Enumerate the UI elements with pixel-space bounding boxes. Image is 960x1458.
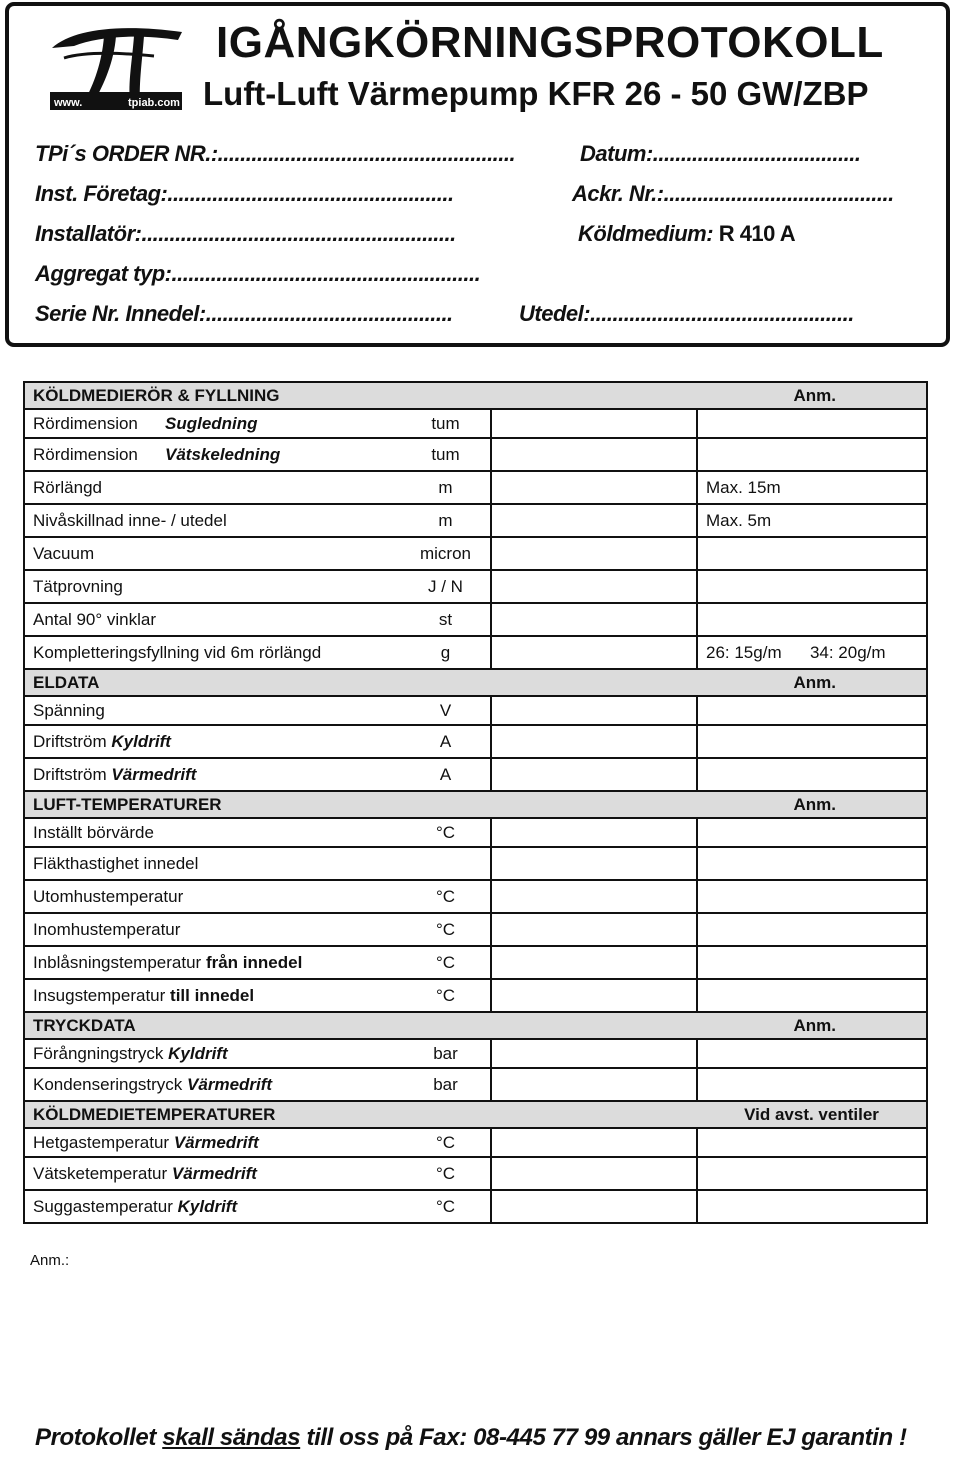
- row-label: Inblåsningstemperatur: [33, 952, 202, 972]
- value-cell[interactable]: [491, 1128, 697, 1157]
- remarks-note: 26: 15g/m 34: 20g/m: [697, 636, 927, 669]
- table-row: [24, 946, 927, 979]
- footer-text-start: Protokollet: [35, 1424, 156, 1451]
- value-cell[interactable]: [491, 471, 697, 504]
- table-row: [24, 725, 927, 758]
- table-row: [24, 758, 927, 791]
- remarks-cell[interactable]: [697, 1157, 927, 1190]
- remarks-cell[interactable]: [697, 696, 927, 725]
- remarks-cell[interactable]: [697, 409, 927, 438]
- row-unit: °C: [401, 880, 491, 913]
- remarks-header: Vid avst. ventiler: [697, 1101, 927, 1128]
- row-label: Rördimension: [33, 444, 138, 464]
- row-unit: °C: [401, 979, 491, 1012]
- value-cell[interactable]: [491, 504, 697, 537]
- row-label-emphasis: Vätskeledning: [165, 444, 281, 464]
- row-label-emphasis: Sugledning: [165, 413, 258, 433]
- remarks-cell[interactable]: [697, 818, 927, 847]
- row-label: Tätprovning: [24, 570, 401, 603]
- table-row: [24, 1128, 927, 1157]
- row-label-emphasis: till innedel: [170, 985, 255, 1005]
- row-unit: st: [401, 603, 491, 636]
- remarks-cell[interactable]: [697, 1128, 927, 1157]
- table-row: [24, 636, 927, 669]
- row-label-emphasis: Kyldrift: [168, 1043, 228, 1063]
- remarks-header: Anm.: [697, 382, 927, 409]
- accreditation-number-field[interactable]: Ackr. Nr.:.........................................: [572, 181, 894, 206]
- value-cell[interactable]: [491, 946, 697, 979]
- section-header-refrigerant-temperatures: [24, 1101, 927, 1128]
- order-number-field[interactable]: TPi´s ORDER NR.:.....................................................: [35, 141, 516, 166]
- row-unit: °C: [401, 1190, 491, 1223]
- section-header-air-temperatures: [24, 791, 927, 818]
- row-label: Nivåskillnad inne- / utedel: [24, 504, 401, 537]
- row-unit: °C: [401, 946, 491, 979]
- remarks-header: Anm.: [697, 791, 927, 818]
- value-cell[interactable]: [491, 696, 697, 725]
- row-label: Suggastemperatur: [33, 1196, 173, 1216]
- commissioning-table: [23, 381, 928, 1224]
- section-header-electrical: [24, 669, 927, 696]
- table-row: [24, 1039, 927, 1068]
- row-unit: A: [401, 758, 491, 791]
- section-title: KÖLDMEDIETEMPERATURER: [24, 1101, 697, 1128]
- row-unit: m: [401, 471, 491, 504]
- table-row: [24, 880, 927, 913]
- value-cell[interactable]: [491, 409, 697, 438]
- remarks-note: Max. 15m: [697, 471, 927, 504]
- value-cell[interactable]: [491, 636, 697, 669]
- value-cell[interactable]: [491, 1157, 697, 1190]
- footer-text-end: till oss på Fax: 08-445 77 99 annars gäller EJ garantin !: [306, 1424, 907, 1451]
- row-unit: micron: [401, 537, 491, 570]
- table-row: [24, 1190, 927, 1223]
- table-row: [24, 1157, 927, 1190]
- table-row: [24, 438, 927, 471]
- row-label-emphasis: Kyldrift: [177, 1196, 238, 1216]
- remarks-cell[interactable]: [697, 603, 927, 636]
- value-cell[interactable]: [491, 979, 697, 1012]
- row-label: Driftström: [33, 731, 107, 751]
- company-logo: [44, 22, 189, 112]
- logo-left-text: www.: [54, 97, 83, 109]
- unit-type-field[interactable]: Aggregat typ:.......................................................: [35, 261, 481, 286]
- row-label-emphasis: Kyldrift: [111, 731, 171, 751]
- remarks-cell[interactable]: [697, 880, 927, 913]
- row-label: Inställt börvärde: [24, 818, 401, 847]
- row-unit: bar: [401, 1039, 491, 1068]
- row-label: Inomhustemperatur: [24, 913, 401, 946]
- indoor-serial-field[interactable]: Serie Nr. Innedel:............................................: [35, 301, 453, 326]
- row-unit: J / N: [401, 570, 491, 603]
- row-unit: °C: [401, 1157, 491, 1190]
- value-cell[interactable]: [491, 880, 697, 913]
- table-row: [24, 603, 927, 636]
- table-row: [24, 409, 927, 438]
- row-label: Fläkthastighet innedel: [24, 847, 491, 880]
- row-label: Antal 90° vinklar: [24, 603, 401, 636]
- row-label: Insugstemperatur: [33, 985, 166, 1005]
- row-unit: °C: [401, 1128, 491, 1157]
- row-label: Förångningstryck: [33, 1043, 164, 1063]
- remarks-cell[interactable]: [697, 725, 927, 758]
- row-label: Driftström: [33, 764, 107, 784]
- value-cell[interactable]: [491, 438, 697, 471]
- row-label: Spänning: [24, 696, 401, 725]
- installer-company-field[interactable]: Inst. Företag:...................................................: [35, 181, 454, 206]
- table-row: [24, 979, 927, 1012]
- table-row: [24, 504, 927, 537]
- table-row: [24, 913, 927, 946]
- value-cell[interactable]: [491, 537, 697, 570]
- row-unit: m: [401, 504, 491, 537]
- row-label-emphasis: Värmedrift: [173, 1132, 259, 1152]
- datum-field[interactable]: Datum:.....................................: [580, 141, 861, 166]
- row-label: Rördimension: [33, 413, 138, 433]
- value-cell[interactable]: [491, 570, 697, 603]
- remarks-label: Anm.:: [30, 1252, 70, 1269]
- section-title: ELDATA: [24, 669, 697, 696]
- row-unit: g: [401, 636, 491, 669]
- table-row: [24, 696, 927, 725]
- row-label: Kondenseringstryck: [33, 1074, 183, 1094]
- remarks-cell[interactable]: [697, 946, 927, 979]
- row-unit: °C: [401, 818, 491, 847]
- table-row: [24, 847, 927, 880]
- refrigerant-value: R 410 A: [718, 221, 796, 246]
- row-label: Kompletteringsfyllning vid 6m rörlängd: [24, 636, 401, 669]
- remarks-cell[interactable]: [697, 438, 927, 471]
- footer-underlined-text: skall sändas: [162, 1424, 301, 1451]
- remarks-cell[interactable]: [697, 979, 927, 1012]
- row-unit: bar: [401, 1068, 491, 1101]
- value-cell[interactable]: [491, 847, 697, 880]
- value-cell[interactable]: [491, 1190, 697, 1223]
- row-label: Vätsketemperatur: [33, 1163, 168, 1183]
- section-header-refrigerant-pipes: [24, 382, 927, 409]
- refrigerant-label: Köldmedium:: [578, 221, 714, 246]
- remarks-header: Anm.: [697, 669, 927, 696]
- logo-right-text: tpiab.com: [128, 97, 180, 109]
- row-label: Rörlängd: [24, 471, 401, 504]
- table-row: [24, 537, 927, 570]
- value-cell[interactable]: [491, 913, 697, 946]
- row-unit: tum: [401, 409, 491, 438]
- row-label-emphasis: Värmedrift: [187, 1074, 273, 1094]
- remarks-cell[interactable]: [697, 1039, 927, 1068]
- table-row: [24, 1068, 927, 1101]
- remarks-cell[interactable]: [697, 913, 927, 946]
- row-unit: °C: [401, 913, 491, 946]
- row-unit: A: [401, 725, 491, 758]
- value-cell[interactable]: [491, 758, 697, 791]
- remarks-header: Anm.: [697, 1012, 927, 1039]
- table-row: [24, 471, 927, 504]
- section-title: LUFT-TEMPERATURER: [24, 791, 697, 818]
- row-label: Vacuum: [24, 537, 401, 570]
- value-cell[interactable]: [491, 818, 697, 847]
- document-title: IGÅNGKÖRNINGSPROTOKOLL: [216, 18, 884, 67]
- table-row: [24, 818, 927, 847]
- row-label-emphasis: Värmedrift: [171, 1163, 257, 1183]
- document-subtitle: Luft-Luft Värmepump KFR 26 - 50 GW/ZBP: [203, 75, 869, 112]
- refrigerant-field: [578, 221, 795, 247]
- row-label: Hetgastemperatur: [33, 1132, 170, 1152]
- remarks-cell[interactable]: [697, 758, 927, 791]
- remarks-cell[interactable]: [697, 537, 927, 570]
- footer-notice: [35, 1424, 907, 1452]
- row-unit: V: [401, 696, 491, 725]
- outdoor-serial-field[interactable]: Utedel:...............................................: [519, 301, 854, 326]
- row-unit: tum: [401, 438, 491, 471]
- section-title: TRYCKDATA: [24, 1012, 697, 1039]
- value-cell[interactable]: [491, 1039, 697, 1068]
- row-label-emphasis: Värmedrift: [111, 764, 197, 784]
- row-label-emphasis: från innedel: [205, 952, 303, 972]
- row-label: Utomhustemperatur: [24, 880, 401, 913]
- table-row: [24, 570, 927, 603]
- remarks-cell[interactable]: [697, 1190, 927, 1223]
- remarks-note: Max. 5m: [697, 504, 927, 537]
- section-header-pressure: [24, 1012, 927, 1039]
- value-cell[interactable]: [491, 1068, 697, 1101]
- remarks-cell[interactable]: [697, 1068, 927, 1101]
- value-cell[interactable]: [491, 603, 697, 636]
- installer-field[interactable]: Installatör:........................................................: [35, 221, 456, 246]
- section-title: KÖLDMEDIERÖR & FYLLNING: [24, 382, 697, 409]
- remarks-cell[interactable]: [697, 847, 927, 880]
- remarks-cell[interactable]: [697, 570, 927, 603]
- value-cell[interactable]: [491, 725, 697, 758]
